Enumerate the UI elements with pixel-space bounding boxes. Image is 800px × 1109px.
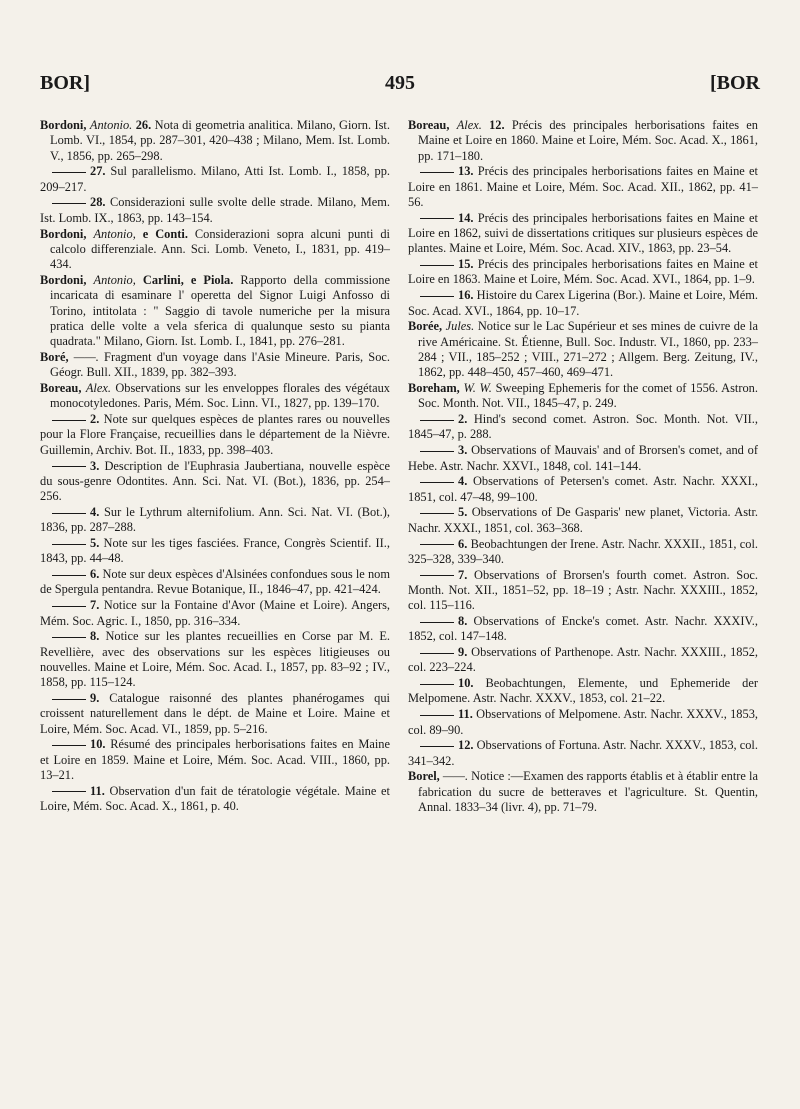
entry-text: Précis des principales herborisations faites en Maine et Loire en 1863. Maine et Loire, Mém. Soc. Acad. XVI., 1864, pp. 1–9. xyxy=(408,257,758,287)
entry-text: Hind's second comet. Astron. Soc. Month. Not. VII., 1845–47, p. 288. xyxy=(408,412,758,442)
entry-number: 7. xyxy=(90,598,100,613)
entry-number: 9. xyxy=(90,690,100,705)
ditto-rule xyxy=(420,746,454,747)
entry-number: 8. xyxy=(458,614,468,628)
entry-text: Note sur deux espèces d'Alsinées confondues sous le nom de Spergula pentandra. Revue Botanique, II., 1846–47, pp. 421–424. xyxy=(40,567,390,597)
author-entry xyxy=(408,319,758,380)
entry-number: 2. xyxy=(90,412,100,427)
author-given-name: ——. xyxy=(73,349,99,364)
entry-text: Beobachtungen der Irene. Astr. Nachr. XXXII., 1851, col. 325–328, 339–340. xyxy=(408,536,758,566)
entry-number: 10. xyxy=(90,737,106,752)
sub-entry xyxy=(408,474,758,505)
ditto-rule xyxy=(420,622,454,623)
author-entry xyxy=(408,769,758,815)
sub-entry xyxy=(40,195,390,226)
sub-entry xyxy=(408,707,758,738)
author-name: Boreau, xyxy=(40,381,82,396)
entry-text: Nota di geometria analitica. Milano, Giorn. Ist. Lomb. VI., 1854, pp. 287–301, 420–438 ; Milano, Mem. Ist. Lomb. V., 1856, pp. 265–298. xyxy=(50,118,390,163)
ditto-rule xyxy=(52,791,86,792)
entry-number: 5. xyxy=(458,505,468,520)
author-name: Bordoni, xyxy=(40,226,87,241)
author-entry xyxy=(40,118,390,164)
entry-text: Notice :—Examen des rapports établis et à établir entre la fabrication du sucre de betteraves et l'agriculture. St. Quentin, Annal. 1833–34 (livr. 4), pp. 71–79. xyxy=(418,769,758,815)
header-left: BOR] xyxy=(40,72,90,94)
author-entry xyxy=(408,118,758,164)
author-given-name: Antonio, xyxy=(93,226,136,241)
sub-entry xyxy=(40,784,390,815)
sub-entry xyxy=(408,676,758,707)
entry-text: Rapporto della commissione incaricata di esaminare l' operetta del Signor Luigi Anfosso di Torino, intitolata : " Saggio di tavole numeriche per la misura pratica delle volte a vela sferica di qualunque sesto su pianta quadrata." Milano, Giorn. Ist. Lomb. I., 1841, pp. 276–281. xyxy=(50,272,390,349)
entry-number: 3. xyxy=(458,443,468,458)
ditto-rule xyxy=(420,420,454,421)
entry-number: 15. xyxy=(458,257,474,272)
entry-number: 4. xyxy=(458,474,468,489)
ditto-rule xyxy=(420,513,454,514)
author-entry xyxy=(40,273,390,349)
sub-entry xyxy=(408,211,758,257)
ditto-rule xyxy=(52,420,86,421)
sub-entry xyxy=(408,614,758,645)
author-name: Borel, xyxy=(408,769,440,784)
sub-entry xyxy=(40,737,390,783)
header-right: [BOR xyxy=(710,72,760,94)
author-name: Bordoni, xyxy=(40,272,87,287)
entry-number: 2. xyxy=(458,412,468,427)
entry-text: Notice sur la Fontaine d'Avor (Maine et Loire). Angers, Mém. Soc. Agric. I., 1850, pp. 316–334. xyxy=(40,598,390,628)
sub-entry xyxy=(40,691,390,737)
right-column xyxy=(408,118,758,816)
entry-number: 11. xyxy=(458,707,473,722)
ditto-rule xyxy=(420,575,454,576)
entry-text: Beobachtungen, Elemente, und Ephemeride der Melpomene. Astr. Nachr. XXXV., 1853, col. 21–22. xyxy=(408,676,758,706)
author-given-name: ——. xyxy=(442,769,469,784)
entry-text: Observations of Encke's comet. Astr. Nachr. XXXIV., 1852, col. 147–148. xyxy=(408,614,758,644)
co-authors: e Conti. xyxy=(142,226,188,241)
ditto-rule xyxy=(52,637,86,638)
sub-entry xyxy=(408,738,758,769)
entry-text: Sweeping Ephemeris for the comet of 1556. Astron. Soc. Month. Not. VII., 1845–47, p. 249. xyxy=(418,381,758,411)
entry-text: Observations of Melpomene. Astr. Nachr. XXXV., 1853, col. 89–90. xyxy=(408,707,758,737)
sub-entry xyxy=(40,505,390,536)
sub-entry xyxy=(408,257,758,288)
entry-number: 12. xyxy=(458,738,474,753)
entry-number: 14. xyxy=(458,210,474,225)
author-given-name: Alex. xyxy=(456,118,482,132)
ditto-rule xyxy=(420,218,454,219)
entry-text: Observations of Parthenope. Astr. Nachr. XXXIII., 1852, col. 223–224. xyxy=(408,645,758,675)
ditto-rule xyxy=(52,745,86,746)
ditto-rule xyxy=(420,296,454,297)
author-name: Borée, xyxy=(408,319,443,334)
sub-entry xyxy=(408,645,758,676)
entry-text: Observations of Brorsen's fourth comet. Astron. Soc. Month. Not. XII., 1851–52, pp. 18–19 ; Astr. Nachr. XXXIII., 1852, col. 115–116. xyxy=(408,567,758,613)
entry-text: Considerazioni sopra alcuni punti di calcolo differenziale. Ann. Sci. Lomb. Veneto, I., 1831, pp. 419–434. xyxy=(50,226,390,272)
sub-entry xyxy=(408,443,758,474)
entry-text: Observations of De Gasparis' new planet, Victoria. Astr. Nachr. XXXI., 1851, col. 363–368. xyxy=(408,505,759,535)
ditto-rule xyxy=(420,451,454,452)
sub-entry xyxy=(40,536,390,567)
entry-number: 27. xyxy=(90,164,106,179)
entry-number: 9. xyxy=(458,645,468,660)
sub-entry xyxy=(408,412,758,443)
sub-entry xyxy=(408,288,758,319)
entry-number: 11. xyxy=(90,783,105,798)
co-authors: Carlini, e Piola. xyxy=(142,272,234,287)
sub-entry xyxy=(40,598,390,629)
ditto-rule xyxy=(52,544,86,545)
sub-entry xyxy=(40,412,390,458)
ditto-rule xyxy=(420,172,454,173)
entry-number: 6. xyxy=(90,567,100,582)
entry-text: Observations of Petersen's comet. Astr. Nachr. XXXI., 1851, col. 47–48, 99–100. xyxy=(408,474,758,504)
author-name: Boré, xyxy=(40,349,69,364)
entry-text: Notice sur le Lac Supérieur et ses mines de cuivre de la rive Américaine. St. Étienne, Bull. Soc. Industr. VI., 1860, pp. 233–284 ; VII., 185–252 ; VIII., 271–272 ; Allgem. Berg. Zeitung, IV., 1862, pp. 448–450, 457–460, 469–471. xyxy=(418,319,759,380)
entry-number: 8. xyxy=(90,629,100,644)
author-name: Boreau, xyxy=(408,118,450,132)
author-given-name: W. W. xyxy=(463,381,492,396)
ditto-rule xyxy=(420,482,454,483)
sub-entry xyxy=(408,505,758,536)
author-given-name: Jules. xyxy=(445,319,475,334)
ditto-rule xyxy=(52,699,86,700)
author-given-name: Antonio. xyxy=(89,118,133,132)
ditto-rule xyxy=(420,653,454,654)
entry-text: Précis des principales herborisations faites en Maine et Loire en 1860. Maine et Loire, Mém. Soc. Acad. X., 1861, pp. 171–180. xyxy=(418,118,758,163)
ditto-rule xyxy=(52,466,86,467)
author-name: Bordoni, xyxy=(40,118,87,132)
entry-text: Observations of Fortuna. Astr. Nachr. XXXV., 1853, col. 341–342. xyxy=(408,738,758,768)
entry-number: 12. xyxy=(489,118,505,132)
entry-text: Notice sur les plantes recueillies en Corse par M. E. Revellière, avec des observations sur les espèces litigieuses ou nouvelles. Maine et Loire, Mém. Soc. Acad. I., 1857, pp. 83–92 ; IV., 1858, pp. 115–124. xyxy=(40,629,390,690)
ditto-rule xyxy=(52,172,86,173)
entry-number: 6. xyxy=(458,536,468,551)
ditto-rule xyxy=(52,575,86,576)
sub-entry xyxy=(408,568,758,614)
entry-text: Observation d'un fait de tératologie végétale. Maine et Loire, Mém. Soc. Acad. X., 1861, p. 40. xyxy=(40,783,391,814)
ditto-rule xyxy=(52,203,86,204)
entry-number: 16. xyxy=(458,288,474,303)
entry-text: Note sur les tiges fasciées. France, Congrès Scientif. II., 1843, pp. 44–48. xyxy=(40,536,390,566)
entry-text: Considerazioni sulle svolte delle strade. Milano, Mem. Ist. Lomb. IX., 1863, pp. 143–154. xyxy=(40,195,390,225)
entry-text: Catalogue raisonné des plantes phanérogames qui croissent naturellement dans le dépt. de Maine et Loire. Maine et Loire, Mém. Soc. Acad. VI., 1859, pp. 5–216. xyxy=(40,690,390,736)
author-entry xyxy=(40,227,390,273)
entry-number: 4. xyxy=(90,504,100,519)
sub-entry xyxy=(408,164,758,210)
entry-number: 13. xyxy=(458,164,474,179)
page-number: 495 xyxy=(385,72,415,94)
ditto-rule xyxy=(420,265,454,266)
author-given-name: Antonio, xyxy=(93,272,136,287)
entry-number: 5. xyxy=(90,536,100,551)
entry-number: 28. xyxy=(90,195,106,210)
sub-entry xyxy=(40,459,390,505)
entry-text: Résumé des principales herborisations faites en Maine et Loire en 1859. Maine et Loire, Mém. Soc. Acad. VIII., 1860, pp. 13–21. xyxy=(40,737,390,782)
left-column xyxy=(40,118,390,815)
entry-text: Note sur quelques espèces de plantes rares ou nouvelles pour la Flore Française, recueillies dans le département de la Nièvre. Guillemin, Archiv. Bot. II., 1833, pp. 398–403. xyxy=(40,412,390,457)
entry-number: 10. xyxy=(458,676,474,691)
author-name: Boreham, xyxy=(408,381,460,396)
entry-number: 26. xyxy=(135,118,152,132)
entry-text: Précis des principales herborisations faites en Maine et Loire en 1861. Maine et Loire, Mém. Soc. Acad. XII., 1862, pp. 41–56. xyxy=(408,164,758,209)
author-given-name: Alex. xyxy=(85,381,111,396)
running-header xyxy=(40,72,760,102)
sub-entry xyxy=(40,164,390,195)
sub-entry xyxy=(40,629,390,690)
ditto-rule xyxy=(52,606,86,607)
sub-entry xyxy=(40,567,390,598)
ditto-rule xyxy=(420,544,454,545)
entry-text: Observations sur les enveloppes florales des végétaux monocotyledones. Paris, Mém. Soc. Linn. VI., 1827, pp. 139–170. xyxy=(50,381,390,411)
entry-text: Sul parallelismo. Milano, Atti Ist. Lomb. I., 1858, pp. 209–217. xyxy=(40,164,390,194)
ditto-rule xyxy=(420,715,454,716)
entry-text: Fragment d'un voyage dans l'Asie Mineure. Paris, Soc. Géogr. Bull. XII., 1839, pp. 382–393. xyxy=(50,349,390,380)
entry-number: 7. xyxy=(458,567,468,582)
author-entry xyxy=(408,381,758,412)
sub-entry xyxy=(408,537,758,568)
entry-text: Description de l'Euphrasia Jaubertiana, nouvelle espèce du sous-genre Odontites. Ann. Sci. Nat. VI. (Bot.), 1836, pp. 254–256. xyxy=(40,458,390,504)
entry-number: 3. xyxy=(90,458,100,473)
entry-text: Observations of Mauvais' and of Brorsen's comet, and of Hebe. Astr. Nachr. XXVI., 1848, col. 141–144. xyxy=(408,443,758,473)
ditto-rule xyxy=(52,513,86,514)
entry-text: Précis des principales herborisations faites en Maine et Loire en 1862, suivi de dissertations critiques sur plusieurs espèces de plantes. Maine et Loire, Mém. Soc. Acad. XIV., 1863, pp. 23–54. xyxy=(408,210,758,256)
entry-text: Sur le Lythrum alternifolium. Ann. Sci. Nat. VI. (Bot.), 1836, pp. 287–288. xyxy=(40,504,390,535)
entry-text: Histoire du Carex Ligerina (Bor.). Maine et Loire, Mém. Soc. Acad. XVI., 1864, pp. 10–17. xyxy=(408,288,758,318)
author-entry xyxy=(40,381,390,412)
author-entry xyxy=(40,350,390,381)
ditto-rule xyxy=(420,684,454,685)
